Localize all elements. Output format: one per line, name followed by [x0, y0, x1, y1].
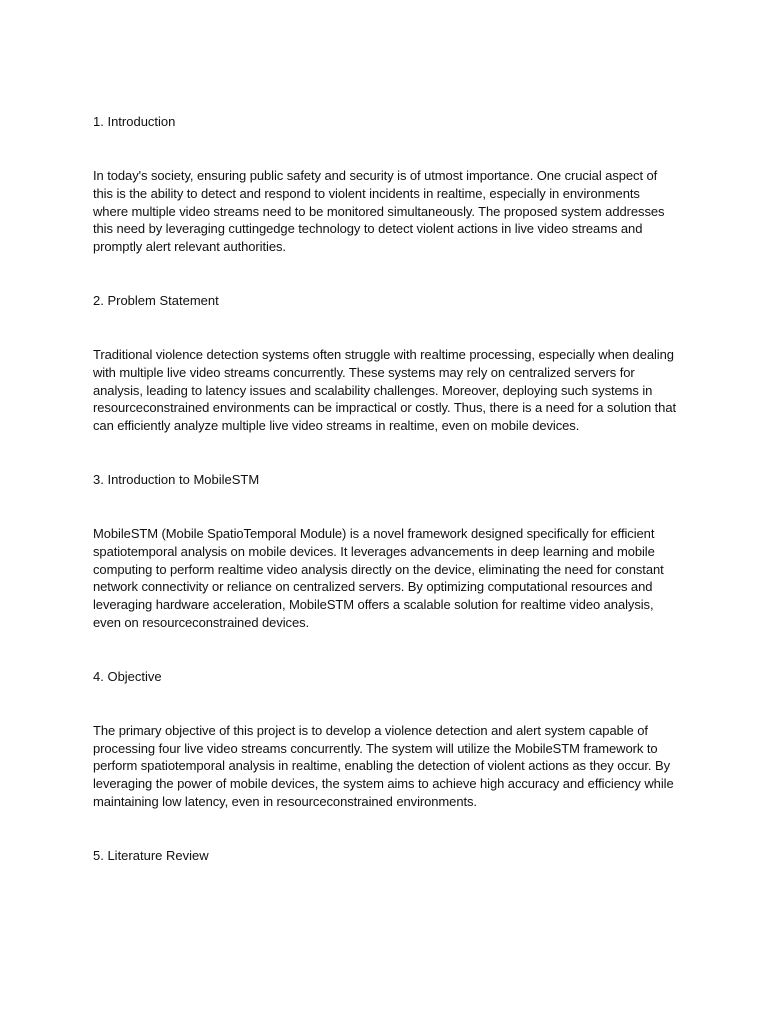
section-problem-statement: [93, 292, 678, 471]
section-introduction: [93, 113, 678, 292]
document-content: [93, 113, 678, 865]
section-heading: 4. Objective: [93, 668, 162, 684]
section-objective: [93, 668, 678, 847]
section-paragraph: The primary objective of this project is to develop a violence detection and alert system capable of processing four live video streams concurrently. The system will utilize the MobileSTM framework to perform spatiotemporal analysis in realtime, enabling the detection of violent actions as they occur. By leveraging the power of mobile devices, the system aims to achieve high accuracy and efficiency while maintaining low latency, even in resourceconstrained environments.: [93, 722, 674, 809]
section-literature-review: [93, 847, 678, 865]
section-paragraph: MobileSTM (Mobile SpatioTemporal Module) is a novel framework designed specifically for efficient spatiotemporal analysis on mobile devices. It leverages advancements in deep learning and mobile computing to perform realtime video analysis directly on the device, eliminating the need for constant network connectivity or reliance on centralized servers. By optimizing computational resources and leveraging hardware acceleration, MobileSTM offers a scalable solution for realtime video analysis, even on resourceconstrained devices.: [93, 525, 664, 630]
section-paragraph: In today's society, ensuring public safety and security is of utmost importance. One crucial aspect of this is the ability to detect and respond to violent incidents in realtime, especially in environments where multiple video streams need to be monitored simultaneously. The proposed system addresses this need by leveraging cuttingedge technology to detect violent actions in live video streams and promptly alert relevant authorities.: [93, 168, 665, 255]
section-heading: 3. Introduction to MobileSTM: [93, 471, 260, 487]
section-paragraph: Traditional violence detection systems often struggle with realtime processing, especially when dealing with multiple live video streams concurrently. These systems may rely on centralized servers for analysis, leading to latency issues and scalability challenges. Moreover, deploying such systems in resourceconstrained environments can be impractical or costly. Thus, there is a need for a solution that can efficiently analyze multiple live video streams in realtime, even on mobile devices.: [93, 346, 677, 434]
section-heading: 2. Problem Statement: [93, 292, 219, 308]
section-heading: 5. Literature Review: [93, 847, 209, 863]
section-mobilestm: [93, 471, 678, 668]
section-heading: 1. Introduction: [93, 114, 176, 129]
